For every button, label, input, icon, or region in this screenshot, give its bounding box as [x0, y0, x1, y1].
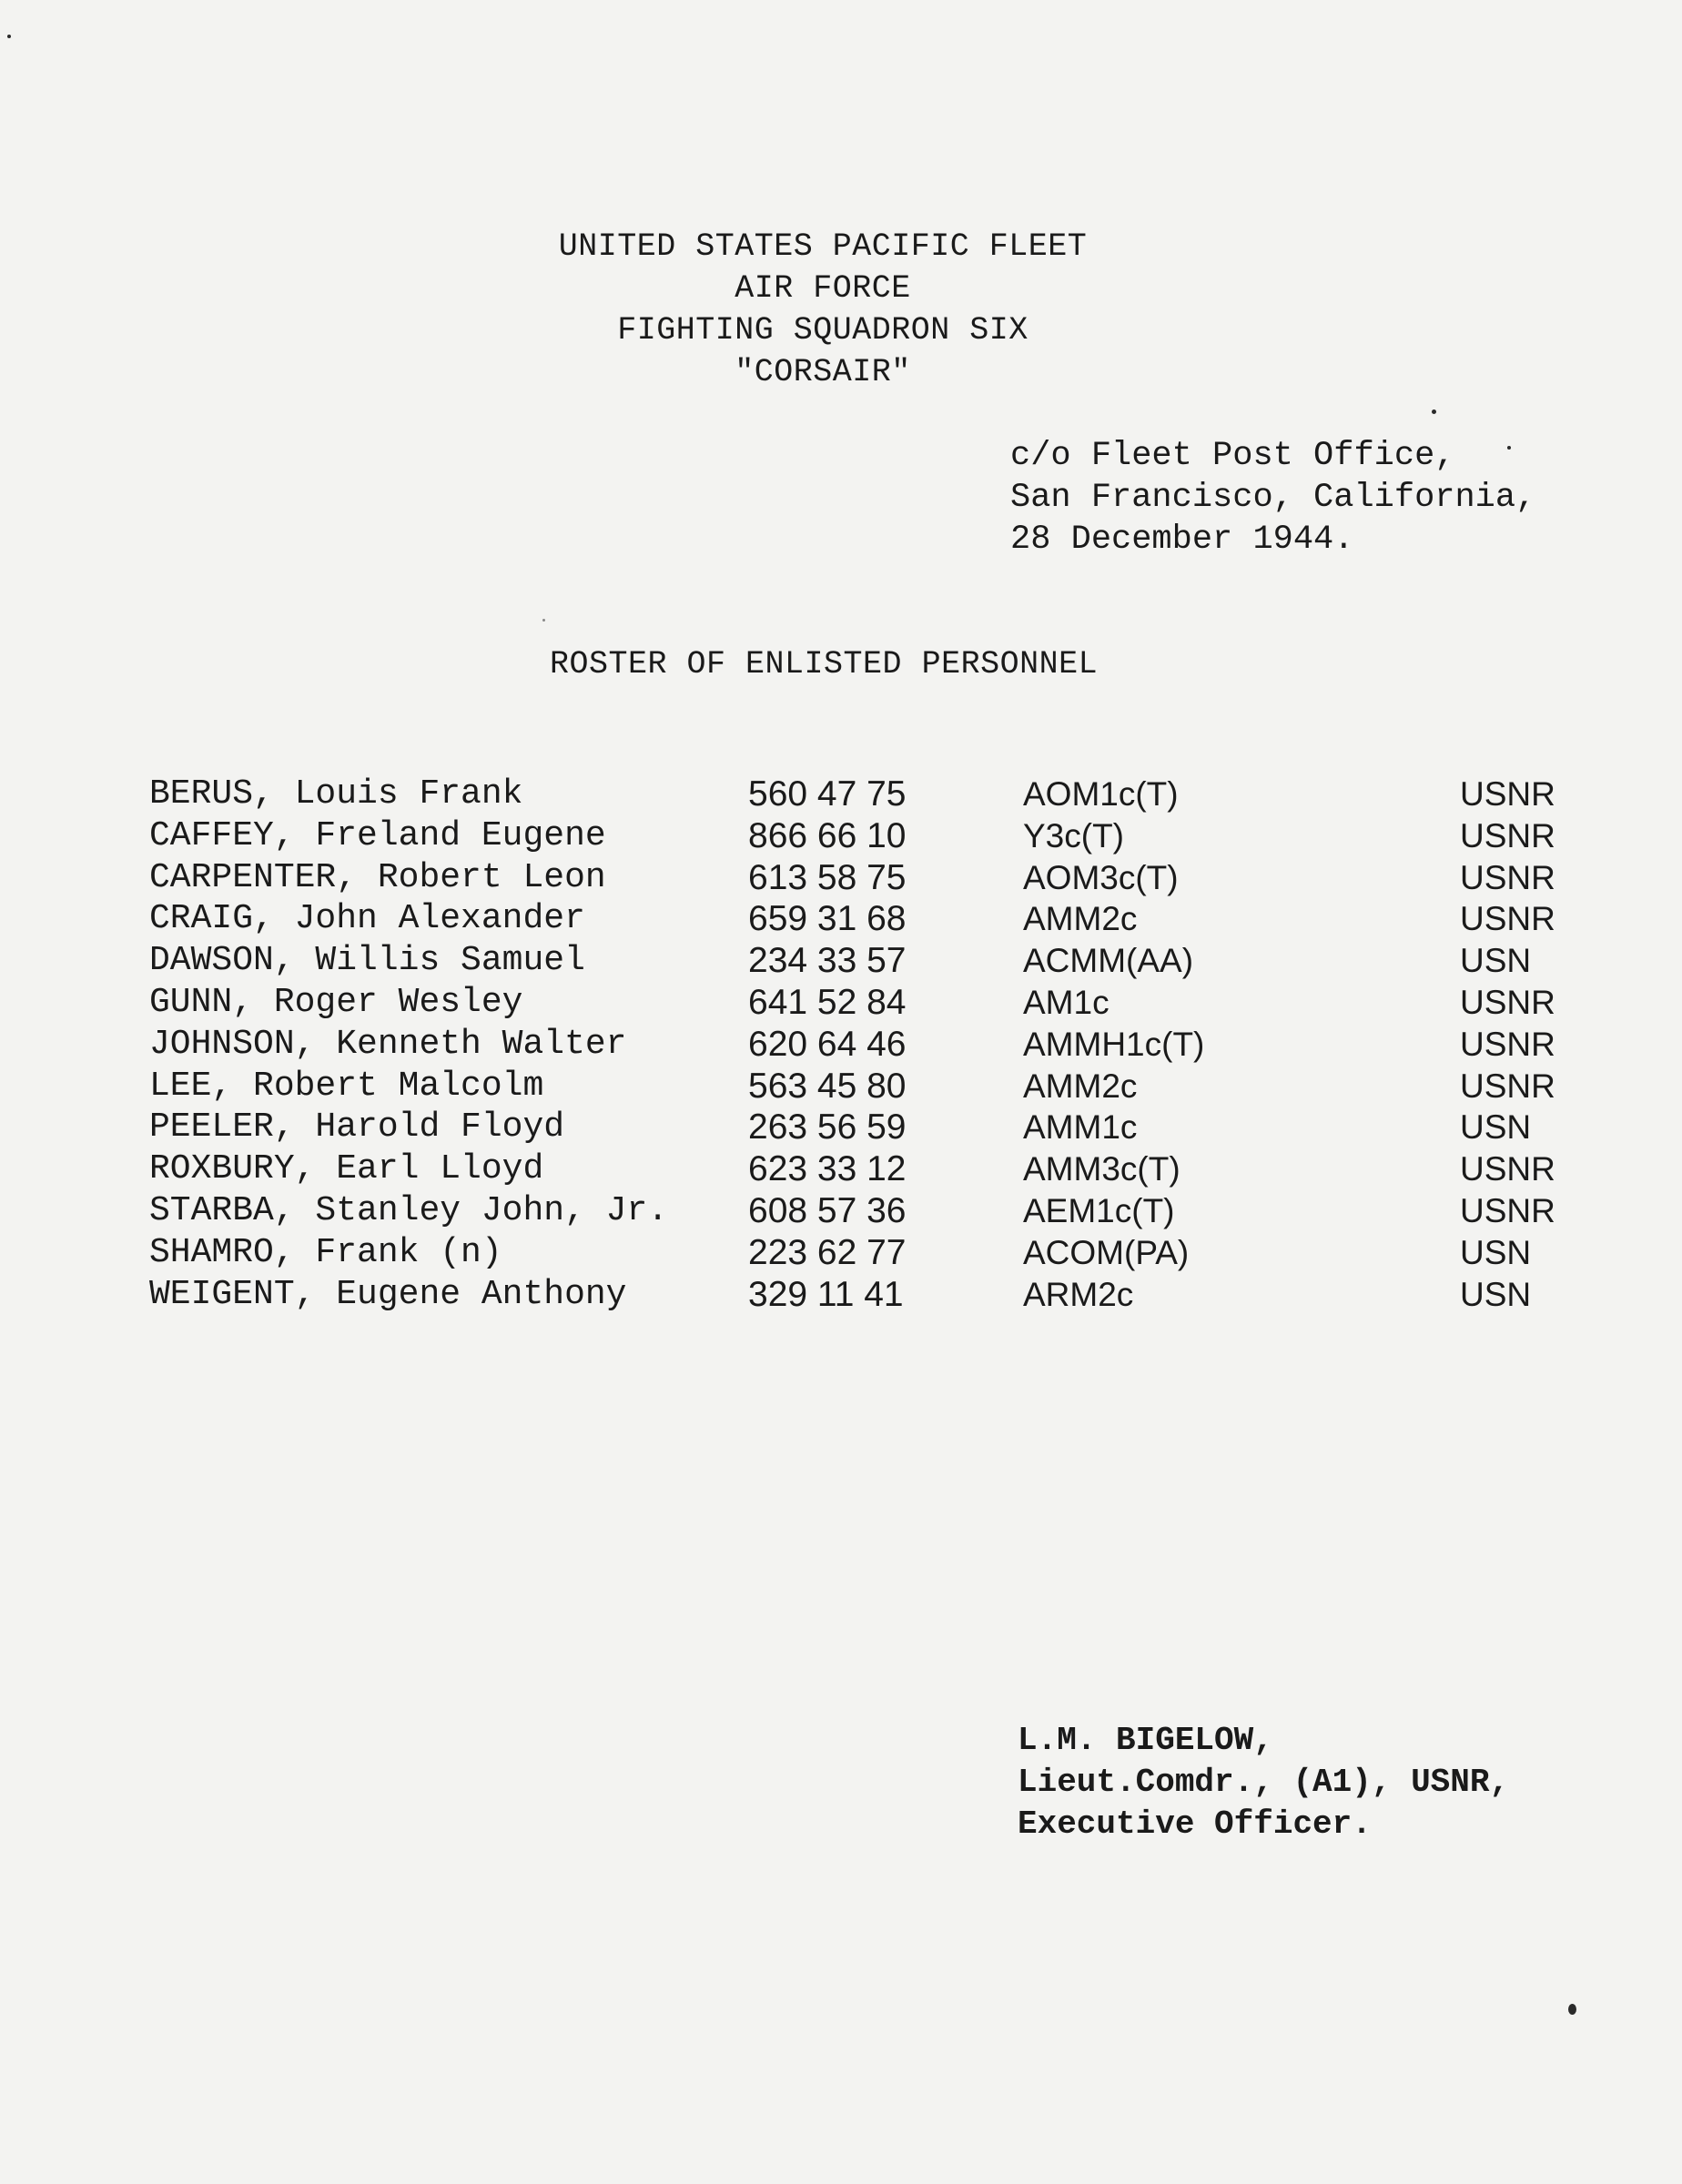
address-date: 28 December 1944.: [1010, 521, 1354, 559]
roster-service-number: 620 64 46: [748, 1024, 907, 1064]
roster-service-number: 641 52 84: [748, 982, 907, 1022]
roster-branch: USN: [1460, 942, 1532, 980]
roster-branch: USNR: [1460, 983, 1555, 1021]
roster-rate: AMM1c: [1023, 1108, 1138, 1147]
scan-speck: [542, 619, 545, 622]
signature-name: L.M. BIGELOW,: [1018, 1722, 1273, 1759]
roster-rate: ARM2c: [1023, 1275, 1134, 1313]
roster-service-number: 563 45 80: [748, 1066, 907, 1106]
roster-name: BERUS, Louis Frank: [149, 774, 523, 814]
address-city: San Francisco, California,: [1010, 479, 1536, 517]
roster-branch: USNR: [1460, 858, 1555, 896]
roster-rate: Y3c(T): [1023, 816, 1124, 854]
roster-branch: USNR: [1460, 775, 1555, 813]
roster-service-number: 613 58 75: [748, 857, 907, 897]
roster-branch: USNR: [1460, 1150, 1555, 1188]
roster-service-number: 623 33 12: [748, 1149, 907, 1189]
signature-rank: Lieut.Comdr., (A1), USNR,: [1018, 1764, 1510, 1801]
letterhead: [0, 226, 1682, 393]
address-post-office: c/o Fleet Post Office,: [1010, 437, 1455, 475]
roster-rate: AMMH1c(T): [1023, 1025, 1205, 1063]
roster-service-number: 608 57 36: [748, 1190, 907, 1230]
roster-name: SHAMRO, Frank (n): [149, 1232, 502, 1272]
roster-rate: ACMM(AA): [1023, 942, 1194, 980]
roster-rate: AMM2c: [1023, 900, 1138, 938]
roster-name: WEIGENT, Eugene Anthony: [149, 1274, 627, 1314]
scan-speck: [1568, 2004, 1576, 2015]
roster-service-number: 560 47 75: [748, 774, 907, 814]
roster-branch: USNR: [1460, 900, 1555, 938]
roster-rate: AEM1c(T): [1023, 1191, 1175, 1229]
roster-branch: USNR: [1460, 816, 1555, 854]
roster-rate: AM1c: [1023, 983, 1110, 1021]
roster-rate: AOM3c(T): [1023, 858, 1179, 896]
roster-title: ROSTER OF ENLISTED PERSONNEL: [550, 646, 1099, 682]
scan-speck: [1507, 446, 1511, 450]
roster-service-number: 866 66 10: [748, 815, 907, 855]
roster-name: STARBA, Stanley John, Jr.: [149, 1190, 669, 1230]
roster-name: CAFFEY, Freland Eugene: [149, 815, 606, 855]
signature-block: [1018, 1720, 1509, 1845]
letterhead-squadron: FIGHTING SQUADRON SIX: [617, 312, 1028, 349]
roster-branch: USNR: [1460, 1191, 1555, 1229]
roster-name: CARPENTER, Robert Leon: [149, 857, 606, 897]
roster-name: CRAIG, John Alexander: [149, 899, 585, 939]
roster-service-number: 263 56 59: [748, 1107, 907, 1148]
letterhead-fleet: UNITED STATES PACIFIC FLEET: [558, 228, 1088, 265]
roster-name: JOHNSON, Kenneth Walter: [149, 1024, 627, 1064]
address-block: [1010, 435, 1535, 561]
roster-branch: USNR: [1460, 1067, 1555, 1105]
roster-service-number: 223 62 77: [748, 1232, 907, 1272]
roster-service-number: 234 33 57: [748, 941, 907, 981]
roster-branch: USN: [1460, 1233, 1532, 1271]
roster-name: ROXBURY, Earl Lloyd: [149, 1149, 544, 1189]
roster-branch: USN: [1460, 1275, 1532, 1313]
roster-branch: USN: [1460, 1108, 1532, 1147]
roster-name: DAWSON, Willis Samuel: [149, 941, 585, 981]
roster-rate: ACOM(PA): [1023, 1233, 1190, 1271]
roster-service-number: 329 11 41: [748, 1274, 904, 1314]
scan-speck: [1432, 410, 1436, 414]
roster-service-number: 659 31 68: [748, 899, 907, 939]
roster-name: LEE, Robert Malcolm: [149, 1066, 544, 1106]
signature-title: Executive Officer.: [1018, 1805, 1372, 1843]
roster-rate: AOM1c(T): [1023, 775, 1179, 813]
roster-branch: USNR: [1460, 1025, 1555, 1063]
roster-name: PEELER, Harold Floyd: [149, 1107, 565, 1148]
roster-rate: AMM2c: [1023, 1067, 1138, 1105]
roster-name: GUNN, Roger Wesley: [149, 982, 523, 1022]
scan-speck: [7, 35, 11, 38]
letterhead-air-force: AIR FORCE: [735, 270, 911, 307]
roster-rate: AMM3c(T): [1023, 1150, 1180, 1188]
letterhead-nickname: "CORSAIR": [735, 354, 911, 390]
